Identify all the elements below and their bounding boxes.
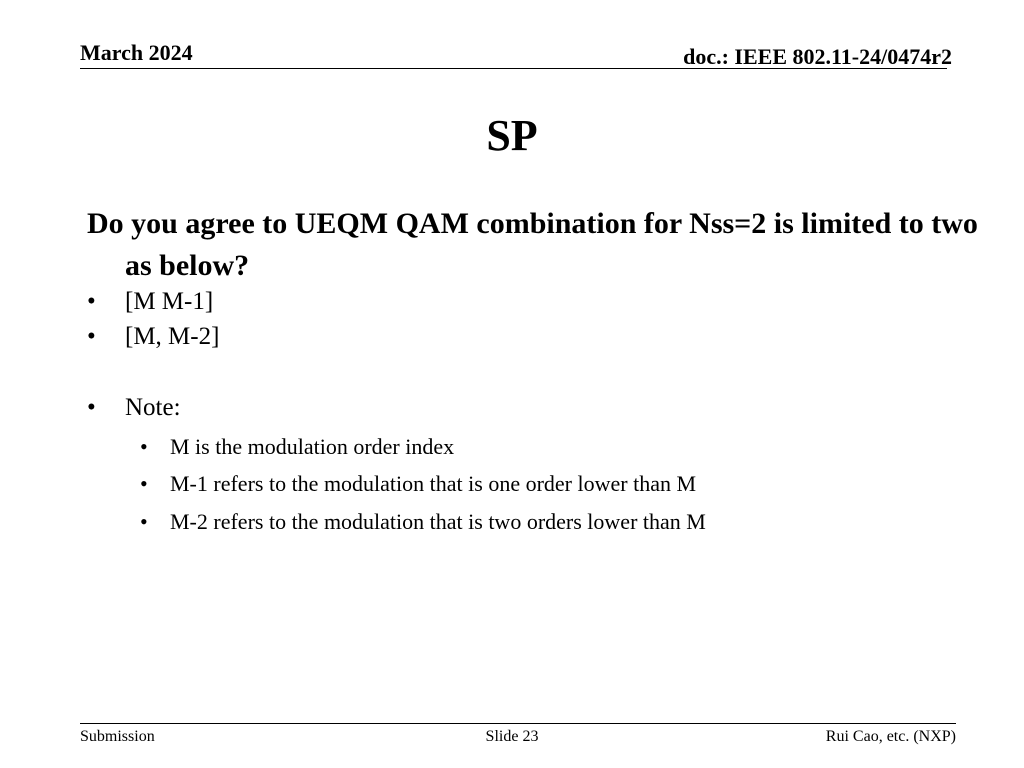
header-divider (80, 68, 947, 69)
footer-author: Rui Cao, etc. (NXP) (825, 728, 956, 745)
option-label: [M, M-2] (125, 323, 220, 350)
option-item (87, 287, 213, 317)
option-label: [M M-1] (125, 288, 214, 315)
note-text: M-1 refers to the modulation that is one order lower than M (170, 471, 697, 496)
header-doc-id: doc.: IEEE 802.11-24/0474r2 (683, 44, 952, 69)
note-text: M-2 refers to the modulation that is two orders lower than M (170, 509, 706, 534)
note-label: Note: (125, 394, 181, 421)
slide-title: SP (486, 111, 538, 160)
bullet-icon: • (87, 323, 96, 350)
note-text: M is the modulation order index (170, 434, 455, 459)
footer-slide-number: Slide 23 (485, 728, 539, 745)
note-item (140, 507, 706, 537)
note-heading (87, 393, 181, 423)
footer-submission: Submission (80, 728, 155, 745)
bullet-icon: • (87, 394, 96, 421)
bullet-icon: • (87, 288, 96, 315)
footer-divider (80, 723, 956, 724)
bullet-icon: • (140, 509, 148, 534)
option-item (87, 322, 219, 352)
note-item (140, 432, 454, 462)
header-date: March 2024 (80, 40, 193, 65)
question-text: Do you agree to UEQM QAM combination for Nss=2 is limited to two as below? (87, 207, 978, 282)
bullet-icon: • (140, 434, 148, 459)
note-item (140, 469, 696, 499)
bullet-icon: • (140, 471, 148, 496)
